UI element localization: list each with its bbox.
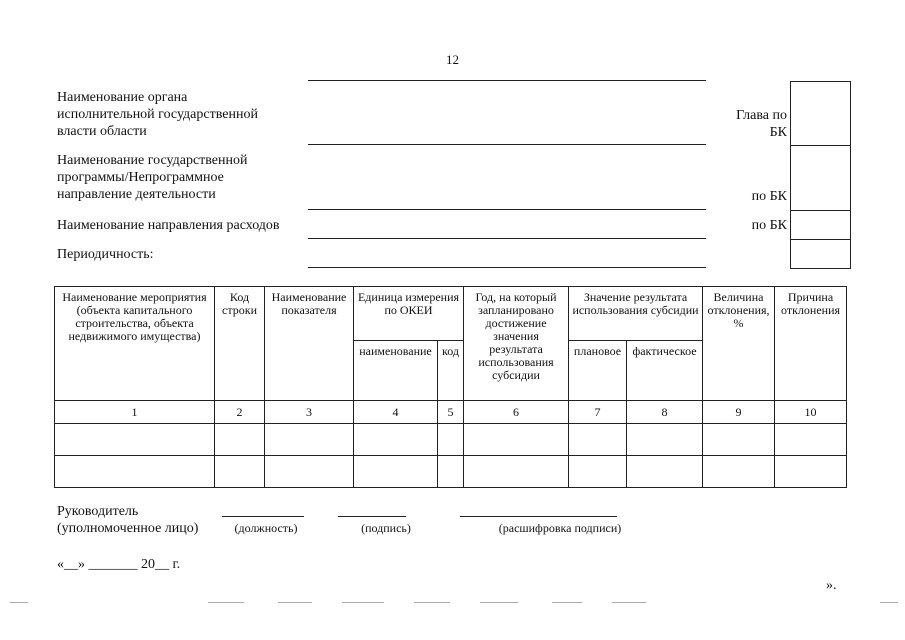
results-table [54,286,847,488]
position-caption: (должность) [234,521,298,535]
date-line: «__» _______ 20__ г. [57,557,181,572]
table-cell[interactable] [464,456,569,488]
header-actual: фактическое [627,341,703,401]
periodicity-label: Периодичность: [57,247,154,262]
table-cell[interactable] [775,424,847,456]
signature-caption: (подпись) [361,521,411,535]
page-number: 12 [446,52,459,67]
header-activity-name: Наименование мероприятия (объекта капитального строительства, объекта недвижимого имущества) [55,287,215,401]
header-planned: плановое [569,341,627,401]
org-top-line [308,80,706,81]
table-cell[interactable] [354,456,438,488]
head-sub-label: (уполномоченное лицо) [57,521,199,536]
closing-quote: ». [826,578,837,593]
scan-dash [342,602,384,603]
code-box [790,81,851,269]
col-number-6: 6 [464,401,569,424]
position-line[interactable] [222,516,304,517]
column-numbers-row [55,401,847,424]
col-number-9: 9 [703,401,775,424]
col-number-5: 5 [438,401,464,424]
po-bk-label-2: по БК [751,218,787,233]
scan-dash [208,602,244,603]
header-indicator-name: Наименование показателя [265,287,354,401]
table-row [55,424,847,456]
org-label: Наименование органа исполнительной государственной власти области [57,90,258,139]
code-cell-head[interactable] [791,82,850,146]
table-cell[interactable] [438,424,464,456]
head-bk-label: Глава по БК [736,108,787,140]
table-cell[interactable] [569,456,627,488]
col-number-7: 7 [569,401,627,424]
col-number-10: 10 [775,401,847,424]
head-label: Руководитель [57,504,139,519]
table-cell[interactable] [438,456,464,488]
header-unit: Единица измерения по ОКЕИ [354,287,464,341]
table-cell[interactable] [464,424,569,456]
code-cell-program[interactable] [791,146,850,211]
table-row [55,456,847,488]
po-bk-label-1: по БК [751,189,787,204]
signature-line[interactable] [338,516,406,517]
org-name-line[interactable] [308,144,706,145]
program-label: Наименование государственной программы/Непрограммное направление деятельности [57,153,248,202]
table-cell[interactable] [354,424,438,456]
header-row-code: Код строки [215,287,265,401]
table-cell[interactable] [627,424,703,456]
table-cell[interactable] [265,424,354,456]
scan-dash [612,602,646,603]
decode-line[interactable] [460,516,617,517]
header-unit-code: код [438,341,464,401]
scan-dash [552,602,582,603]
header-result-value: Значение результата использования субсидии [569,287,703,341]
scan-dash [480,602,518,603]
code-cell-expense[interactable] [791,211,850,240]
table-cell[interactable] [703,424,775,456]
header-unit-name: наименование [354,341,438,401]
expense-direction-line[interactable] [308,238,706,239]
table-cell[interactable] [55,456,215,488]
scan-dash [414,602,450,603]
table-cell[interactable] [569,424,627,456]
table-cell[interactable] [265,456,354,488]
scan-dash [880,602,898,603]
program-name-line[interactable] [308,209,706,210]
header-deviation-reason: Причина отклонения [775,287,847,401]
col-number-4: 4 [354,401,438,424]
periodicity-line[interactable] [308,267,706,268]
table-cell[interactable] [55,424,215,456]
scan-dash [10,602,28,603]
scan-dash [278,602,312,603]
table-cell[interactable] [215,456,265,488]
table-cell[interactable] [703,456,775,488]
table-cell[interactable] [775,456,847,488]
table-cell[interactable] [627,456,703,488]
col-number-8: 8 [627,401,703,424]
col-number-3: 3 [265,401,354,424]
header-deviation: Величина отклонения, % [703,287,775,401]
col-number-2: 2 [215,401,265,424]
col-number-1: 1 [55,401,215,424]
table-cell[interactable] [215,424,265,456]
header-target-year: Год, на который запланировано достижение значения результата использования субсидии [464,287,569,401]
code-cell-period[interactable] [791,240,850,268]
decode-caption: (расшифровка подписи) [498,521,622,535]
expense-direction-label: Наименование направления расходов [57,218,280,233]
